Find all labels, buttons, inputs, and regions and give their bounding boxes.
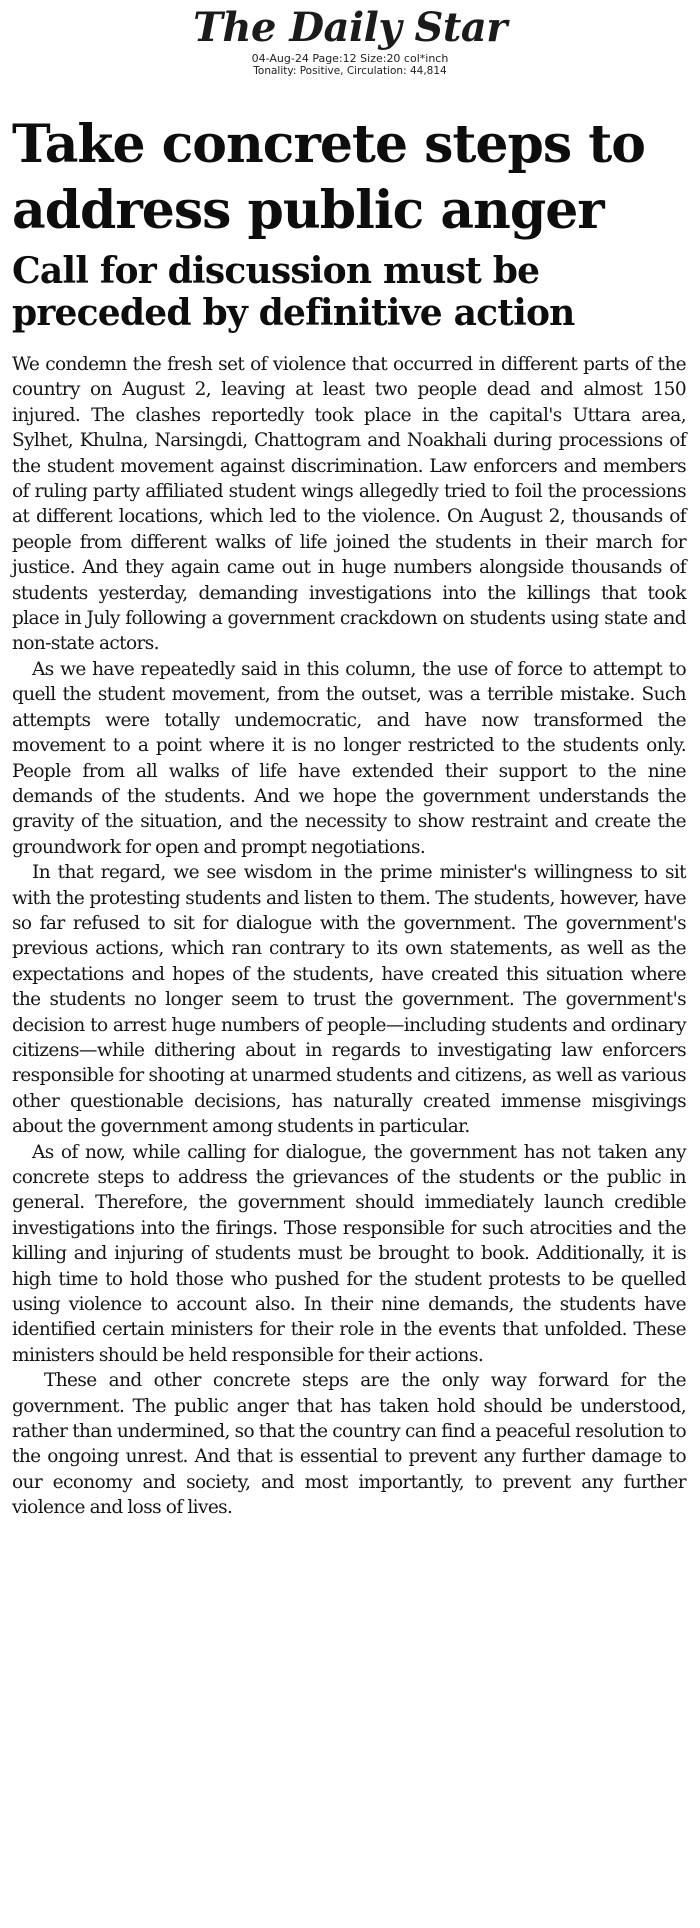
article-paragraph-3: In that regard, we see wisdom in the prime minister's willingness to sit with the protesting students and listen to them. The students, however, have so far refused to sit for dialogue with the government. The government's previous actions, which ran contrary to its own statements, as well as the expectations and hopes of the students, have created this situation where the students no longer seem to trust the government. The government's decision to arrest huge numbers of people—including students and ordinary citizens—while dithering about in regards to investigating law enforcers responsible for shooting at unarmed students and citizens, as well as various other questionable decisions, has naturally created immense misgivings about the government among students in particular. [12,862,686,1138]
article-body [12,352,686,1521]
article-paragraph-2: As we have repeatedly said in this column, the use of force to attempt to quell the student movement, from the outset, was a terrible mistake. Such attempts were totally undemocratic, and have now transformed the movement to a point where it is no longer restricted to the students only. People from all walks of life have extended their support to the nine demands of the students. And we hope the government understands the gravity of the situation, and the necessity to show restraint and create the groundwork for open and prompt negotiations. [12,658,686,858]
masthead [0,0,700,78]
newspaper-logo: The Daily Star [193,4,507,51]
article-headline: Take concrete steps to address public anger [12,114,645,241]
article-paragraph-1: We condemn the fresh set of violence that occurred in different parts of the country on August 2, leaving at least two people dead and almost 150 injured. The clashes reportedly took place in the capital's Uttara area, Sylhet, Khulna, Narsingdi, Chattogram and Noakhali during processions of the student movement against discrimination. Law enforcers and members of ruling party affiliated student wings allegedly tried to foil the processions at different locations, which led to the violence. On August 2, thousands of people from different walks of life joined the students in their march for justice. And they again came out in huge numbers alongside thousands of students yesterday, demanding investigations into the killings that took place in July following a government crackdown on students using state and non-state actors. [12,354,686,655]
article-paragraph-5: These and other concrete steps are the only way forward for the government. The public anger that has taken hold should be understood, rather than undermined, so that the country can find a peaceful resolution to the ongoing unrest. And that is essential to prevent any further damage to our economy and society, and most importantly, to prevent any further violence and loss of lives. [12,1370,686,1519]
editorial-article [0,112,700,1521]
clipping-meta-line: 04-Aug-24 Page:12 Size:20 col*inch [251,52,449,65]
clipping-tonality-line: Tonality: Positive, Circulation: 44,814 [253,65,447,77]
article-paragraph-4: As of now, while calling for dialogue, the government has not taken any concrete steps to address the grievances of the students or the public in general. Therefore, the government should immediately launch credible investigations into the firings. Those responsible for such atrocities and the killing and injuring of students must be brought to book. Additionally, it is high time to hold those who pushed for the student protests to be quelled using violence to account also. In their nine demands, the students have identified certain ministers for their role in the events that unfolded. These ministers should be held responsible for their actions. [12,1141,686,1366]
article-subheadline: Call for discussion must be preceded by definitive action [12,250,575,334]
